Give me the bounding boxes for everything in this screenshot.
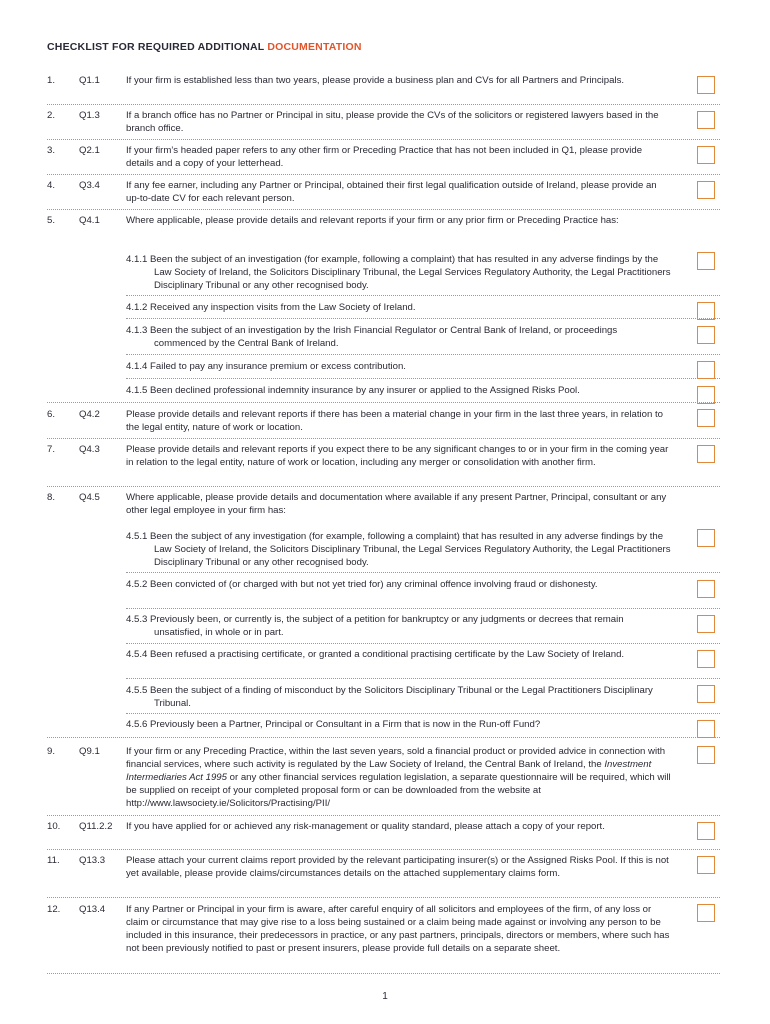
question-code: Q4.1 xyxy=(79,215,100,226)
sub-item-4-5-4: 4.5.4 Been refused a practising certificate, or granted a conditional practising certificate by the Law Society of Ireland. xyxy=(126,649,625,660)
checkbox-12[interactable] xyxy=(697,904,715,922)
sub-item-4-1-4: 4.1.4 Failed to pay any insurance premium or excess contribution. xyxy=(126,361,406,372)
divider xyxy=(47,973,720,974)
item-text: Please provide details and relevant reports if there has been a material change in your firm in the last three years, in relation to the legal entity, nature of work or location. xyxy=(126,409,664,433)
checkbox-4-5-4[interactable] xyxy=(697,650,715,668)
item-number: 4. xyxy=(47,180,56,191)
checkbox-3[interactable] xyxy=(697,146,715,164)
sub-item-4-1-3: 4.1.3 Been the subject of an investigation by the Irish Financial Regulator or Central Bank of Ireland, or proceedings commenced by the Central Bank of Ireland. xyxy=(126,325,618,349)
item-text: Where applicable, please provide details and relevant reports if your firm or any prior firm or Preceding Practice has: xyxy=(126,215,619,226)
divider xyxy=(47,174,720,175)
divider xyxy=(47,849,720,850)
divider xyxy=(126,608,720,609)
checkbox-4-1-4[interactable] xyxy=(697,361,715,379)
divider xyxy=(47,402,720,403)
item-number: 9. xyxy=(47,746,56,757)
item-number: 8. xyxy=(47,492,56,503)
question-code: Q1.3 xyxy=(79,110,100,121)
item-number: 5. xyxy=(47,215,56,226)
question-code: Q1.1 xyxy=(79,75,100,86)
divider xyxy=(126,643,720,644)
item-number: 11. xyxy=(47,855,60,866)
item-text: If your firm is established less than two years, please provide a business plan and CVs for all Partners and Principals. xyxy=(126,75,625,86)
item-number: 3. xyxy=(47,145,56,156)
divider xyxy=(47,438,720,439)
divider xyxy=(47,815,720,816)
sub-item-4-5-6: 4.5.6 Previously been a Partner, Principal or Consultant in a Firm that is now in the Run-off Fund? xyxy=(126,719,541,730)
item-text: Please attach your current claims report provided by the relevant participating insurer(s) or the Assigned Risks Pool. If this is not yet available, please provide claims/circumstances details on the attached supplementary claims form. xyxy=(126,855,669,879)
checkbox-4-1-3[interactable] xyxy=(697,326,715,344)
sub-item-4-5-2: 4.5.2 Been convicted of (or charged with but not yet tried for) any criminal offence involving fraud or dishonesty. xyxy=(126,579,598,590)
checkbox-11[interactable] xyxy=(697,856,715,874)
item-number: 1. xyxy=(47,75,56,86)
divider xyxy=(126,572,720,573)
divider xyxy=(47,139,720,140)
question-code: Q4.2 xyxy=(79,409,100,420)
divider xyxy=(47,897,720,898)
question-code: Q9.1 xyxy=(79,746,100,757)
question-code: Q2.1 xyxy=(79,145,100,156)
question-code: Q11.2.2 xyxy=(79,821,113,832)
checkbox-4-5-5[interactable] xyxy=(697,685,715,703)
item-text: If your firm’s headed paper refers to any other firm or Preceding Practice that has not been included in Q1, please provide details and a copy of your letterhead. xyxy=(126,145,643,169)
page-number: 1 xyxy=(382,991,388,1002)
item-number: 10. xyxy=(47,821,61,832)
act-name: Investment Intermediaries Act 1995 xyxy=(126,759,652,783)
checkbox-7[interactable] xyxy=(697,445,715,463)
checkbox-4-1-1[interactable] xyxy=(697,252,715,270)
item-text: Please provide details and relevant reports if you expect there to be any significant changes to or in your firm in the coming year in relation to the legal entity, nature of work or location, including any merger or consolidation with another firm. xyxy=(126,444,669,468)
page-title: CHECKLIST FOR REQUIRED ADDITIONAL DOCUMENTATION xyxy=(47,41,362,53)
sub-item-4-5-1: 4.5.1 Been the subject of any investigation (for example, following a complaint) that has resulted in any adverse findings by the Law Society of Ireland, the Solicitors Disciplinary Tribunal, the Legal Services Regulatory Authority, the Legal Practitioners Disciplinary Tribunal or any other recognised body. xyxy=(126,531,671,568)
sub-item-4-5-3: 4.5.3 Previously been, or currently is, the subject of a petition for bankruptcy or any judgments or decrees that remain unsatisfied, in whole or in part. xyxy=(126,614,624,638)
title-highlight: DOCUMENTATION xyxy=(267,41,362,53)
item-number: 12. xyxy=(47,904,61,915)
checkbox-4-5-3[interactable] xyxy=(697,615,715,633)
checkbox-4[interactable] xyxy=(697,181,715,199)
checkbox-4-5-2[interactable] xyxy=(697,580,715,598)
divider xyxy=(126,713,720,714)
divider xyxy=(47,737,720,738)
item-number: 7. xyxy=(47,444,56,455)
sub-item-4-5-5: 4.5.5 Been the subject of a finding of misconduct by the Solicitors Disciplinary Tribunal or the Legal Practitioners Disciplinary Tribunal. xyxy=(126,685,653,709)
divider xyxy=(47,209,720,210)
checkbox-1[interactable] xyxy=(697,76,715,94)
sub-item-4-1-2: 4.1.2 Received any inspection visits from the Law Society of Ireland. xyxy=(126,302,416,313)
item-text: If your firm or any Preceding Practice, within the last seven years, sold a financial product or provided advice in connection with financial services, where such activity is regulated by the Law Society of Ireland, the Central Bank of Ireland, the Investment Intermediaries Act 1995 or any other financial services regulation legislation, a separate questionnaire will be required, which will be supplied on receipt of your completed proposal form or can be downloaded from the website at http://www.lawsociety.ie/Solicitors/Practising/PII/ xyxy=(126,746,671,809)
checkbox-6[interactable] xyxy=(697,409,715,427)
item-text: If any Partner or Principal in your firm is aware, after careful enquiry of all solicitors and employees of the firm, of any loss or claim or circumstance that may give rise to a loss being sustained or a claim being made against or involving any person to be included in this insurance, their predecessors in practice, or any past partners, principals, directors or members, where such has not been previously notified to past or present insurers, please provide full details on a separate sheet. xyxy=(126,904,670,954)
question-code: Q13.3 xyxy=(79,855,106,866)
divider xyxy=(47,486,720,487)
divider xyxy=(126,318,720,319)
divider xyxy=(126,678,720,679)
item-text: If any fee earner, including any Partner or Principal, obtained their first legal qualification outside of Ireland, please provide an up-to-date CV for each relevant person. xyxy=(126,180,657,204)
checkbox-4-5-1[interactable] xyxy=(697,529,715,547)
question-code: Q3.4 xyxy=(79,180,100,191)
sub-item-4-1-5: 4.1.5 Been declined professional indemnity insurance by any insurer or applied to the Assigned Risks Pool. xyxy=(126,385,580,396)
checkbox-9[interactable] xyxy=(697,746,715,764)
item-number: 6. xyxy=(47,409,56,420)
divider xyxy=(126,295,720,296)
question-code: Q13.4 xyxy=(79,904,106,915)
sub-item-4-1-1: 4.1.1 Been the subject of an investigation (for example, following a complaint) that has resulted in any adverse findings by the Law Society of Ireland, the Solicitors Disciplinary Tribunal, the Legal Services Regulatory Authority, the Legal Practitioners Disciplinary Tribunal or any other recognised body. xyxy=(126,254,671,291)
item-number: 2. xyxy=(47,110,56,121)
divider xyxy=(47,104,720,105)
question-code: Q4.5 xyxy=(79,492,100,503)
checkbox-10[interactable] xyxy=(697,822,715,840)
divider xyxy=(126,354,720,355)
divider xyxy=(126,378,720,379)
item-text: If a branch office has no Partner or Principal in situ, please provide the CVs of the solicitors or registered lawyers based in the branch office. xyxy=(126,110,659,134)
question-code: Q4.3 xyxy=(79,444,100,455)
checkbox-2[interactable] xyxy=(697,111,715,129)
item-text: Where applicable, please provide details and documentation where available if any present Partner, Principal, consultant or any other legal employee in your firm has: xyxy=(126,492,667,516)
checkbox-4-5-6[interactable] xyxy=(697,720,715,738)
item-text: If you have applied for or achieved any risk-management or quality standard, please attach a copy of your report. xyxy=(126,821,605,832)
